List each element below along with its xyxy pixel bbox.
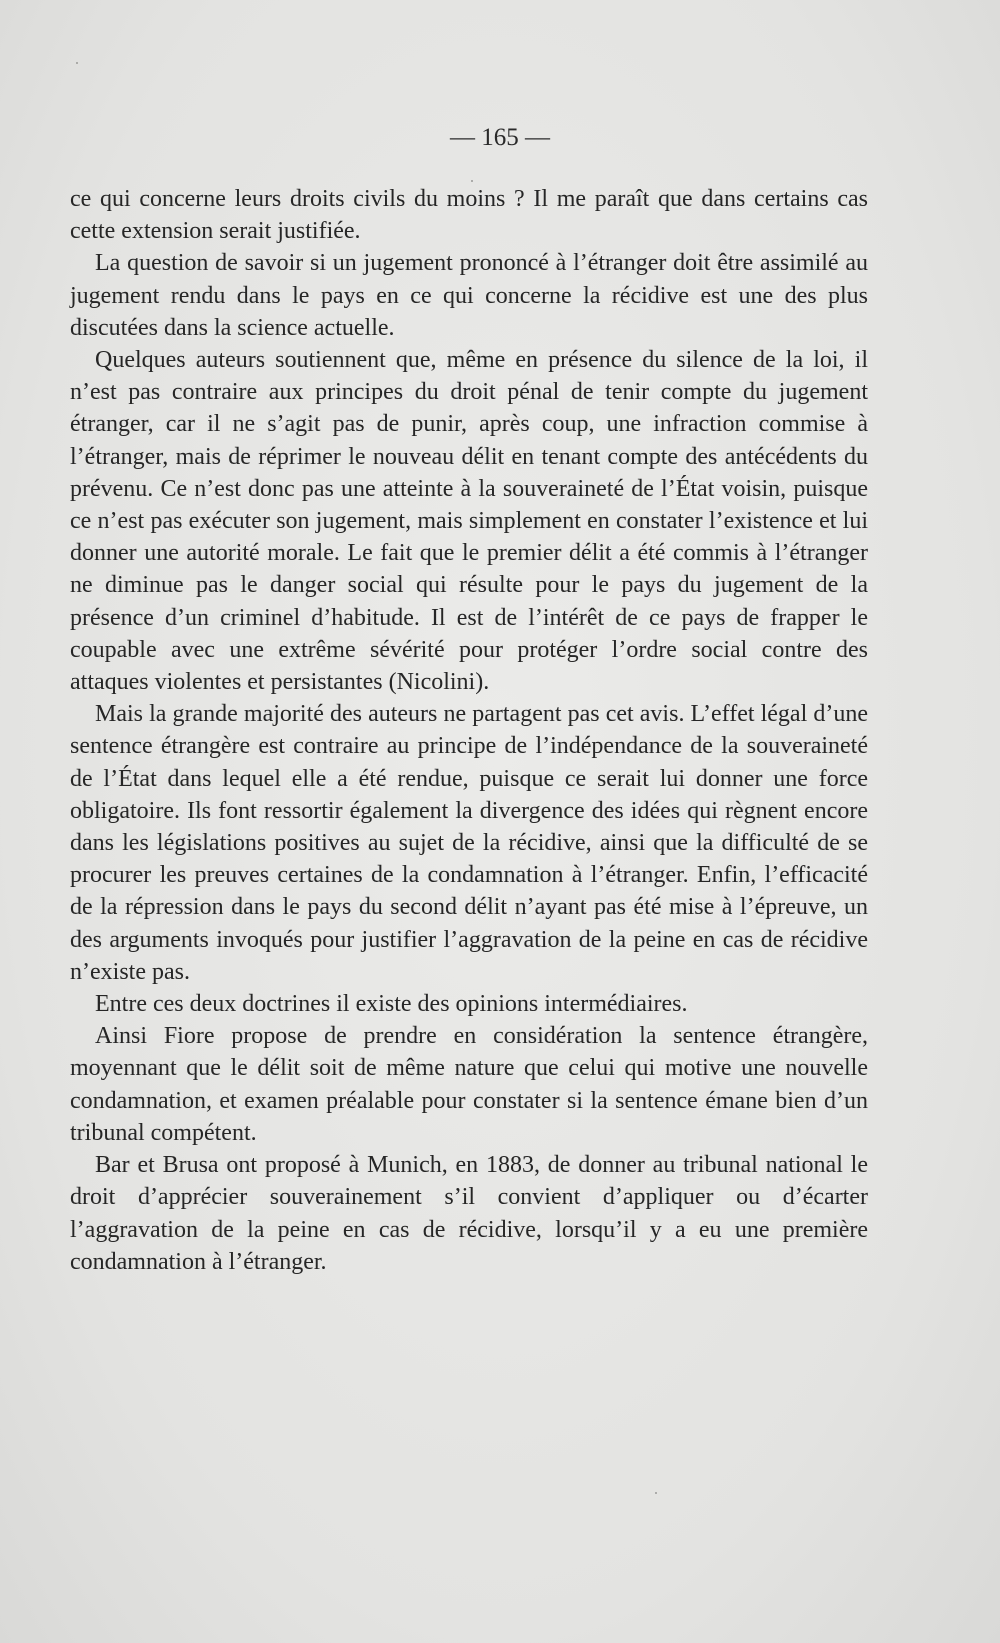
paragraph-1: ce qui concerne leurs droits civils du moins ? Il me paraît que dans certains cas cette extension serait justifiée. [70,186,868,245]
paragraph-7: Bar et Brusa ont proposé à Munich, en 1883, de donner au tribunal national le droit d’apprécier souverainement s’il convient d’appliquer ou d’écarter l’aggravation de la peine en cas de récidive, lorsqu’il y a eu une première condamnation à l’étranger. [70,1152,868,1275]
page-number: — 165 — [450,124,550,151]
paper-speck [76,62,78,64]
paper-speck [471,180,473,182]
body-text [70,183,868,1278]
paragraph-6: Ainsi Fiore propose de prendre en considération la sentence étrangère, moyennant que le délit soit de même nature que celui qui motive une nouvelle condamnation, et examen préalable pour constater si la sentence émane bien d’un tribunal compétent. [70,1023,868,1146]
paper-speck [655,1492,657,1494]
paragraph-5: Entre ces deux doctrines il existe des opinions intermédiaires. [95,991,688,1018]
paragraph-3: Quelques auteurs soutiennent que, même en présence du silence de la loi, il n’est pas contraire aux principes du droit pénal de tenir compte du jugement étranger, car il ne s’agit pas de punir, après coup, une infraction commise à l’étranger, mais de réprimer le nouveau délit en tenant compte des antécédents du prévenu. Ce n’est donc pas une atteinte à la souveraineté de l’État voisin, puisque ce n’est pas exécuter son jugement, mais simplement en constater l’existence et lui donner une autorité morale. Le fait que le premier délit a été commis à l’étranger ne diminue pas le danger social qui résulte pour le pays du jugement de la présence d’un criminel d’habitude. Il est de l’intérêt de ce pays de frapper le coupable avec une extrême sévérité pour protéger l’ordre social contre des attaques violentes et persistantes (Nicolini). [70,347,868,696]
paragraph-2: La question de savoir si un jugement prononcé à l’étranger doit être assimilé au jugement rendu dans le pays en ce qui concerne la récidive est une des plus discutées dans la science actuelle. [70,250,868,341]
paragraph-4: Mais la grande majorité des auteurs ne partagent pas cet avis. L’effet légal d’une sentence étrangère est contraire au principe de l’indépendance de la souveraineté de l’État dans lequel elle a été rendue, puisque ce serait lui donner une force obligatoire. Ils font ressortir également la divergence des idées qui règnent encore dans les législations positives au sujet de la récidive, ainsi que la difficulté de se procurer les preuves certaines de la condamnation à l’étranger. Enfin, l’efficacité de la répression dans le pays du second délit n’ayant pas été mise à l’épreuve, un des arguments invoqués pour justifier l’aggravation de la peine en cas de récidive n’existe pas. [70,701,868,985]
